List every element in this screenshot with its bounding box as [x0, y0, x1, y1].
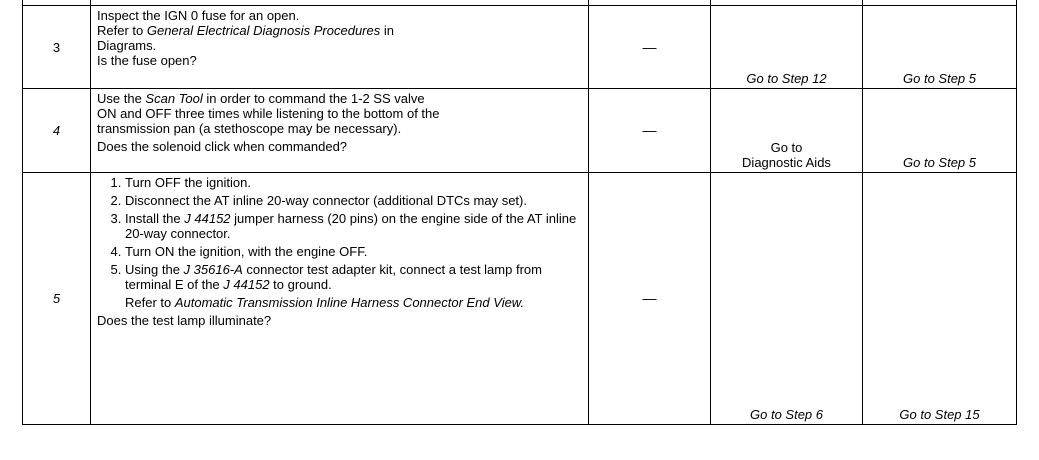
yes-cell: Go to Step 12: [711, 6, 863, 89]
step-number: 4: [23, 89, 91, 173]
step-number: 3: [23, 6, 91, 89]
action-text: transmission pan (a stethoscope may be necessary).: [97, 121, 402, 136]
yes-text-line: Diagnostic Aids: [742, 155, 831, 170]
table-row-step-3: [23, 6, 1017, 89]
list-item: 5. Using the J 35616-A connector test adapter kit, connect a test lamp from terminal E of the J 44152 to ground.: [125, 262, 582, 292]
action-text: Refer to General Electrical Diagnosis Procedures in: [97, 23, 394, 38]
action-text: ON and OFF three times while listening to the bottom of the: [97, 106, 440, 121]
list-item: 4. Turn ON the ignition, with the engine OFF.: [125, 244, 582, 259]
action-cell: [91, 173, 589, 425]
action-cell: [91, 6, 589, 89]
action-cell: [91, 89, 589, 173]
no-cell: Go to Step 5: [863, 89, 1017, 173]
yes-cell: [711, 89, 863, 173]
table-row-step-4: [23, 89, 1017, 173]
procedure-list: [97, 175, 582, 292]
no-cell: Go to Step 15: [863, 173, 1017, 425]
table-row-step-5: [23, 173, 1017, 425]
reference-note: Refer to Automatic Transmission Inline Harness Connector End View.: [125, 295, 525, 310]
list-item: 1. Turn OFF the ignition.: [125, 175, 582, 190]
action-text: Use the Scan Tool in order to command the 1-2 SS valve: [97, 91, 425, 106]
question-text: Does the test lamp illuminate?: [97, 313, 272, 328]
step-number: 5: [23, 173, 91, 425]
value-cell: —: [589, 173, 711, 425]
question-text: Does the solenoid click when commanded?: [97, 139, 348, 154]
list-item: 3. Install the J 44152 jumper harness (20 pins) on the engine side of the AT inline 20-way connector.: [125, 211, 582, 241]
action-text: Diagrams.: [97, 38, 157, 53]
question-text: Is the fuse open?: [97, 53, 197, 68]
yes-cell: Go to Step 6: [711, 173, 863, 425]
diagnostic-table: [22, 0, 1017, 425]
action-text: Inspect the IGN 0 fuse for an open.: [97, 8, 300, 23]
yes-text-line: Go to: [770, 140, 803, 155]
list-item: 2. Disconnect the AT inline 20-way connector (additional DTCs may set).: [125, 193, 582, 208]
value-cell: —: [589, 89, 711, 173]
no-cell: Go to Step 5: [863, 6, 1017, 89]
value-cell: —: [589, 6, 711, 89]
